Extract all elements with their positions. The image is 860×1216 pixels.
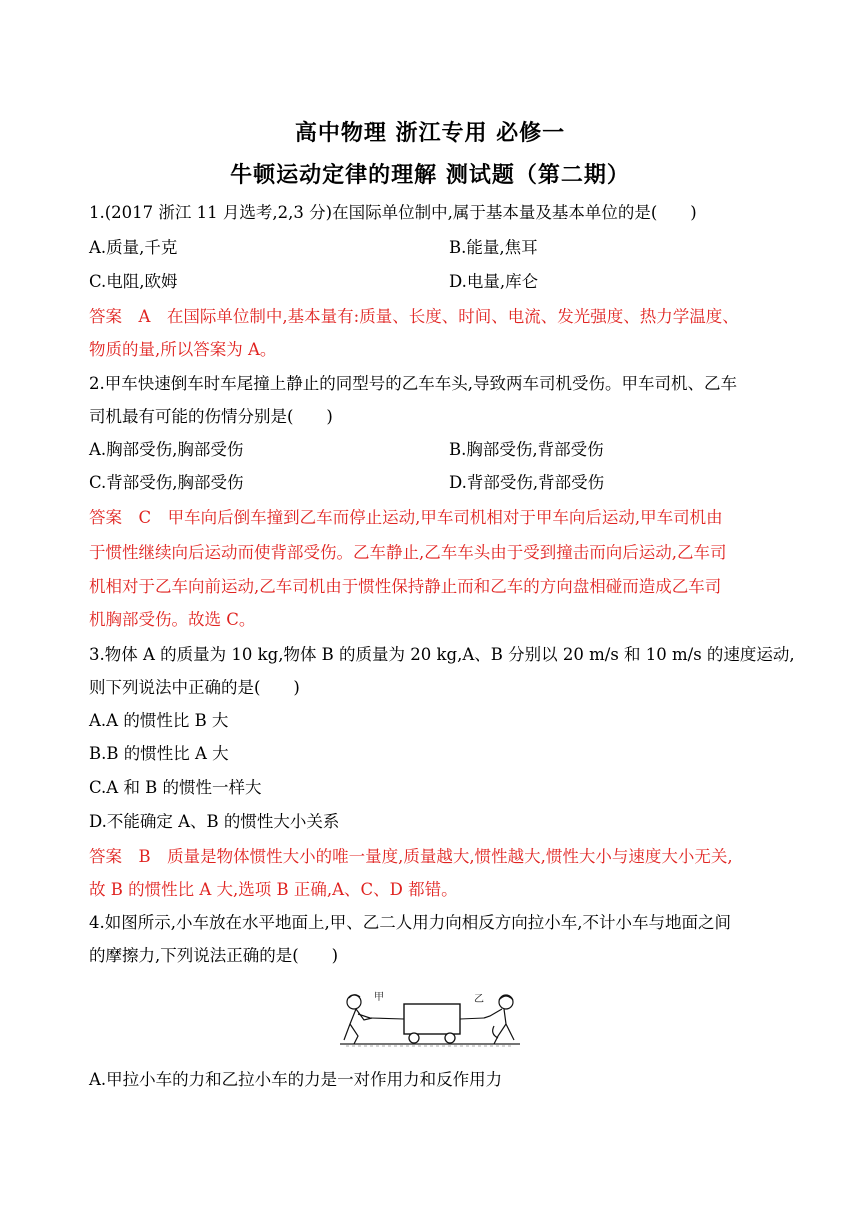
q2-stem-line-2: 司机最有可能的伤情分别是( ) [89, 407, 333, 426]
q1-option-c: C.电阻,欧姆 [89, 272, 178, 291]
q2-option-a: A.胸部受伤,胸部受伤 [89, 440, 244, 459]
q1-stem: 1.(2017 浙江 11 月选考,2,3 分)在国际单位制中,属于基本量及基本单位的是( ) [89, 203, 697, 222]
q3-option-b: B.B 的惯性比 A 大 [89, 744, 229, 763]
person-yi [484, 995, 514, 1044]
q2-option-c: C.背部受伤,胸部受伤 [89, 473, 244, 492]
q3-option-c: C.A 和 B 的惯性一样大 [89, 778, 262, 797]
title-line-2: 牛顿运动定律的理解 测试题（第二期） [230, 163, 630, 188]
title-line-1: 高中物理 浙江专用 必修一 [294, 121, 566, 146]
q3-stem-line-2: 则下列说法中正确的是( ) [89, 678, 300, 697]
label-jia: 甲 [374, 992, 384, 1003]
q1-answer-line-2: 物质的量,所以答案为 A。 [89, 340, 277, 359]
q3-option-d: D.不能确定 A、B 的惯性大小关系 [89, 812, 340, 831]
q1-answer-line-1: 答案 A 在国际单位制中,基本量有:质量、长度、时间、电流、发光强度、热力学温度、 [89, 307, 739, 326]
q2-stem-line-1: 2.甲车快速倒车时车尾撞上静止的同型号的乙车车头,导致两车司机受伤。甲车司机、乙车 [89, 374, 737, 393]
cart-wheel-left [409, 1033, 419, 1043]
q1-options-row-1 [89, 236, 789, 260]
tug-cart-figure [334, 988, 526, 1050]
q2-answer-line-2: 于惯性继续向后运动而使背部受伤。乙车静止,乙车车头由于受到撞击而向后运动,乙车司 [89, 543, 727, 562]
q4-stem-line-1: 4.如图所示,小车放在水平地面上,甲、乙二人用力向相反方向拉小车,不计小车与地面之间 [89, 913, 731, 932]
q1-option-a: A.质量,千克 [89, 238, 178, 257]
q2-option-d: D.背部受伤,背部受伤 [449, 473, 605, 492]
q4-stem-line-2: 的摩擦力,下列说法正确的是( ) [89, 946, 339, 965]
q3-answer-line-1: 答案 B 质量是物体惯性大小的唯一量度,质量越大,惯性越大,惯性大小与速度大小无关, [89, 847, 733, 866]
q1-option-b: B.能量,焦耳 [449, 238, 538, 257]
rope-left [370, 1018, 404, 1019]
cart-body [404, 1004, 460, 1034]
q2-answer-line-3: 机相对于乙车向前运动,乙车司机由于惯性保持静止而和乙车的方向盘相碰而造成乙车司 [89, 577, 722, 596]
person-jia [344, 995, 372, 1044]
q2-answer-line-4: 机胸部受伤。故选 C。 [89, 610, 256, 629]
q3-option-a: A.A 的惯性比 B 大 [89, 711, 229, 730]
q2-options-row-2 [89, 471, 789, 495]
q2-answer-line-1: 答案 C 甲车向后倒车撞到乙车而停止运动,甲车司机相对于甲车向后运动,甲车司机由 [89, 508, 723, 527]
label-yi: 乙 [474, 994, 484, 1005]
q1-option-d: D.电量,库仑 [449, 272, 539, 291]
cart-wheel-right [445, 1033, 455, 1043]
q3-stem-line-1: 3.物体 A 的质量为 10 kg,物体 B 的质量为 20 kg,A、B 分别以 20 m/s 和 10 m/s 的速度运动, [89, 645, 795, 664]
q1-options-row-2 [89, 270, 789, 294]
q2-option-b: B.胸部受伤,背部受伤 [449, 440, 604, 459]
q3-answer-line-2: 故 B 的惯性比 A 大,选项 B 正确,A、C、D 都错。 [89, 880, 458, 899]
q4-option-a: A.甲拉小车的力和乙拉小车的力是一对作用力和反作用力 [89, 1070, 503, 1089]
q2-options-row-1 [89, 438, 789, 462]
rope-right [460, 1018, 484, 1019]
